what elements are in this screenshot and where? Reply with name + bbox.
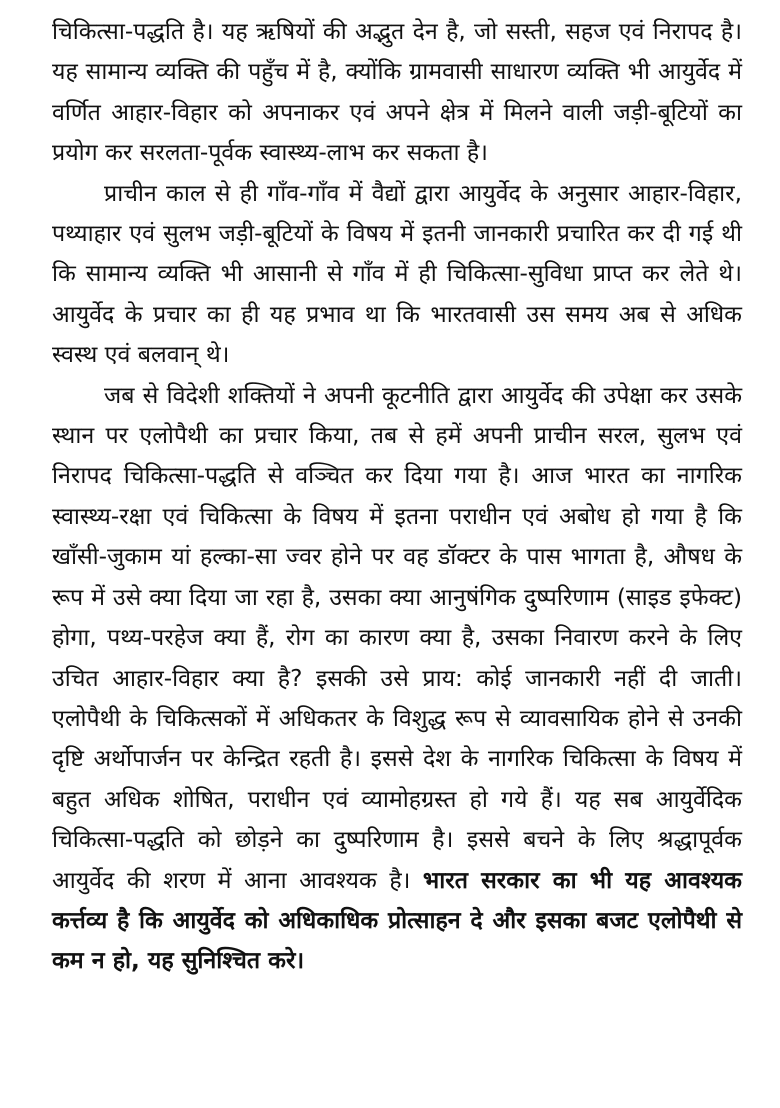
paragraph-continuation bbox=[52, 12, 742, 174]
paragraph-foreign-influence bbox=[52, 376, 742, 982]
paragraph-text: प्राचीन काल से ही गाँव-गाँव में वैद्यों द्वारा आयुर्वेद के अनुसार आहार-विहार, पथ्याहार एवं सुलभ जड़ी-बूटियों के विषय में इतनी जानकारी प्रचारित कर दी गई थी कि सामान्य व्यक्ति भी आसानी से गाँव में ही चिकित्सा-सुविधा प्राप्त कर लेते थे। आयुर्वेद के प्रचार का ही यह प्रभाव था कि भारतवासी उस समय अब से अधिक स्वस्थ एवं बलवान् थे। bbox=[52, 179, 742, 369]
bold-conclusion: भारत सरकार का भी यह आवश्यक कर्त्तव्य है कि आयुर्वेद को अधिकाधिक प्रोत्साहन दे और इसका बजट एलोपैथी से कम न हो, यह सुनिश्चित करे। bbox=[52, 866, 742, 975]
document-page bbox=[52, 12, 742, 982]
paragraph-text: चिकित्सा-पद्धति है। यह ऋषियों की अद्भुत देन है, जो सस्ती, सहज एवं निरापद है। यह सामान्य व्यक्ति की पहुँच में है, क्योंकि ग्रामवासी साधारण व्यक्ति भी आयुर्वेद में वर्णित आहार-विहार को अपनाकर एवं अपने क्षेत्र में मिलने वाली जड़ी-बूटियों का प्रयोग कर सरलता-पूर्वक स्वास्थ्य-लाभ कर सकता है। bbox=[52, 18, 742, 167]
paragraph-text: जब से विदेशी शक्तियों ने अपनी कूटनीति द्वारा आयुर्वेद की उपेक्षा कर उसके स्थान पर एलोपैथी का प्रचार किया, तब से हमें अपनी प्राचीन सरल, सुलभ एवं निरापद चिकित्सा-पद्धति से वञ्चित कर दिया गया है। आज भारत का नागरिक स्वास्थ्य-रक्षा एवं चिकित्सा के विषय में इतना पराधीन एवं अबोध हो गया है कि खाँसी-जुकाम यां हल्का-सा ज्वर होने पर वह डॉक्टर के पास भागता है, औषध के रूप में उसे क्या दिया जा रहा है, उसका क्या आनुषंगिक दुष्परिणाम (साइड इफेक्ट) होगा, पथ्य-परहेज क्या हैं, रोग का कारण क्या है, उसका निवारण करने के लिए उचित आहार-विहार क्या है? इसकी उसे प्राय: कोई जानकारी नहीं दी जाती। एलोपैथी के चिकित्सकों में अधिकतर के विशुद्ध रूप से व्यावसायिक होने से उनकी दृष्टि अर्थोपार्जन पर केन्द्रित रहती है। इससे देश के नागरिक चिकित्सा के विषय में बहुत अधिक शोषित, पराधीन एवं व्यामोहग्रस्त हो गये हैं। यह सब आयुर्वेदिक चिकित्सा-पद्धति को छोड़ने का दुष्परिणाम है। इससे बचने के लिए श्रद्धापूर्वक आयुर्वेद की शरण में आना आवश्यक है। bbox=[52, 381, 742, 894]
paragraph-ancient-practice bbox=[52, 174, 742, 376]
